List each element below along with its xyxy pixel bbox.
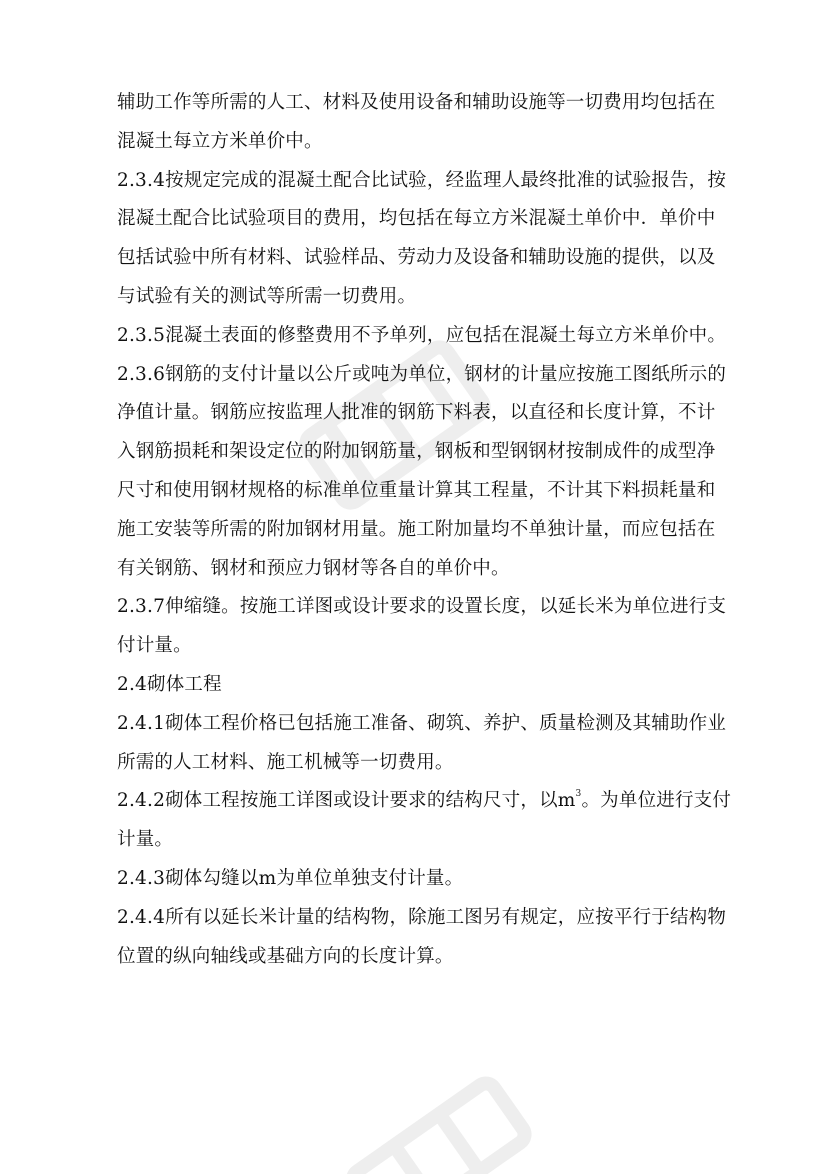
section-heading: 2.4砌体工程 [117, 673, 222, 695]
text-line: 付计量。 [117, 635, 192, 657]
text-line: 入钢筋损耗和架设定位的附加钢筋量，钢板和型钢钢材按制成件的成型净 [117, 441, 716, 463]
text-line: 净值计量。钢筋应按监理人批准的钢筋下料表，以直径和长度计算，不计 [117, 402, 716, 424]
text-line: 与试验有关的测试等所需一切费用。 [117, 285, 417, 307]
text-line: 有关钢筋、钢材和预应力钢材等各自的单价中。 [117, 557, 510, 579]
text-segment: 2.4.2砌体工程按施工详图或设计要求的结构尺寸，以m [117, 790, 576, 812]
text-line: 计量。 [117, 829, 174, 851]
text-line: 施工安装等所需的附加钢材用量。施工附加量均不单独计量，而应包括在 [117, 518, 716, 540]
text-line: 辅助工作等所需的人工、材料及使用设备和辅助设施等一切费用均包括在 [117, 92, 716, 113]
text-line-with-superscript [117, 782, 757, 821]
watermark-logo-bottom [330, 1060, 550, 1174]
text-line: 位置的纵向轴线或基础方向的长度计算。 [117, 945, 454, 967]
text-line: 尺寸和使用钢材规格的标准单位重量计算其工程量，不计其下料损耗量和 [117, 479, 716, 501]
text-line: 2.3.4按规定完成的混凝土配合比试验，经监理人最终批准的试验报告，按 [117, 169, 727, 191]
text-line: 2.3.7伸缩缝。按施工详图或设计要求的设置长度，以延长米为单位进行支 [117, 596, 727, 618]
text-line: 2.3.5混凝土表面的修整费用不予单列，应包括在混凝土每立方米单价中。 [117, 324, 727, 346]
text-segment: 。为单位进行支付 [581, 790, 732, 812]
text-line: 包括试验中所有材料、试验样品、劳动力及设备和辅助设施的提供，以及 [117, 247, 716, 269]
text-line: 2.4.1砌体工程价格已包括施工准备、砌筑、养护、质量检测及其辅助作业 [117, 712, 727, 734]
text-line: 2.4.3砌体勾缝以m为单位单独支付计量。 [117, 867, 464, 889]
text-line: 2.4.4所有以延长米计量的结构物，除施工图另有规定，应按平行于结构物 [117, 906, 727, 928]
text-line: 2.3.6钢筋的支付计量以公斤或吨为单位，钢材的计量应按施工图纸所示的 [117, 363, 727, 385]
document-body [117, 84, 757, 976]
text-line: 混凝土每立方米单价中。 [117, 130, 323, 152]
text-line: 混凝土配合比试验项目的费用，均包括在每立方米混凝土单价中．单价中 [117, 208, 716, 230]
superscript: 3 [575, 789, 582, 800]
text-line: 所需的人工材料、施工机械等一切费用。 [117, 751, 454, 773]
